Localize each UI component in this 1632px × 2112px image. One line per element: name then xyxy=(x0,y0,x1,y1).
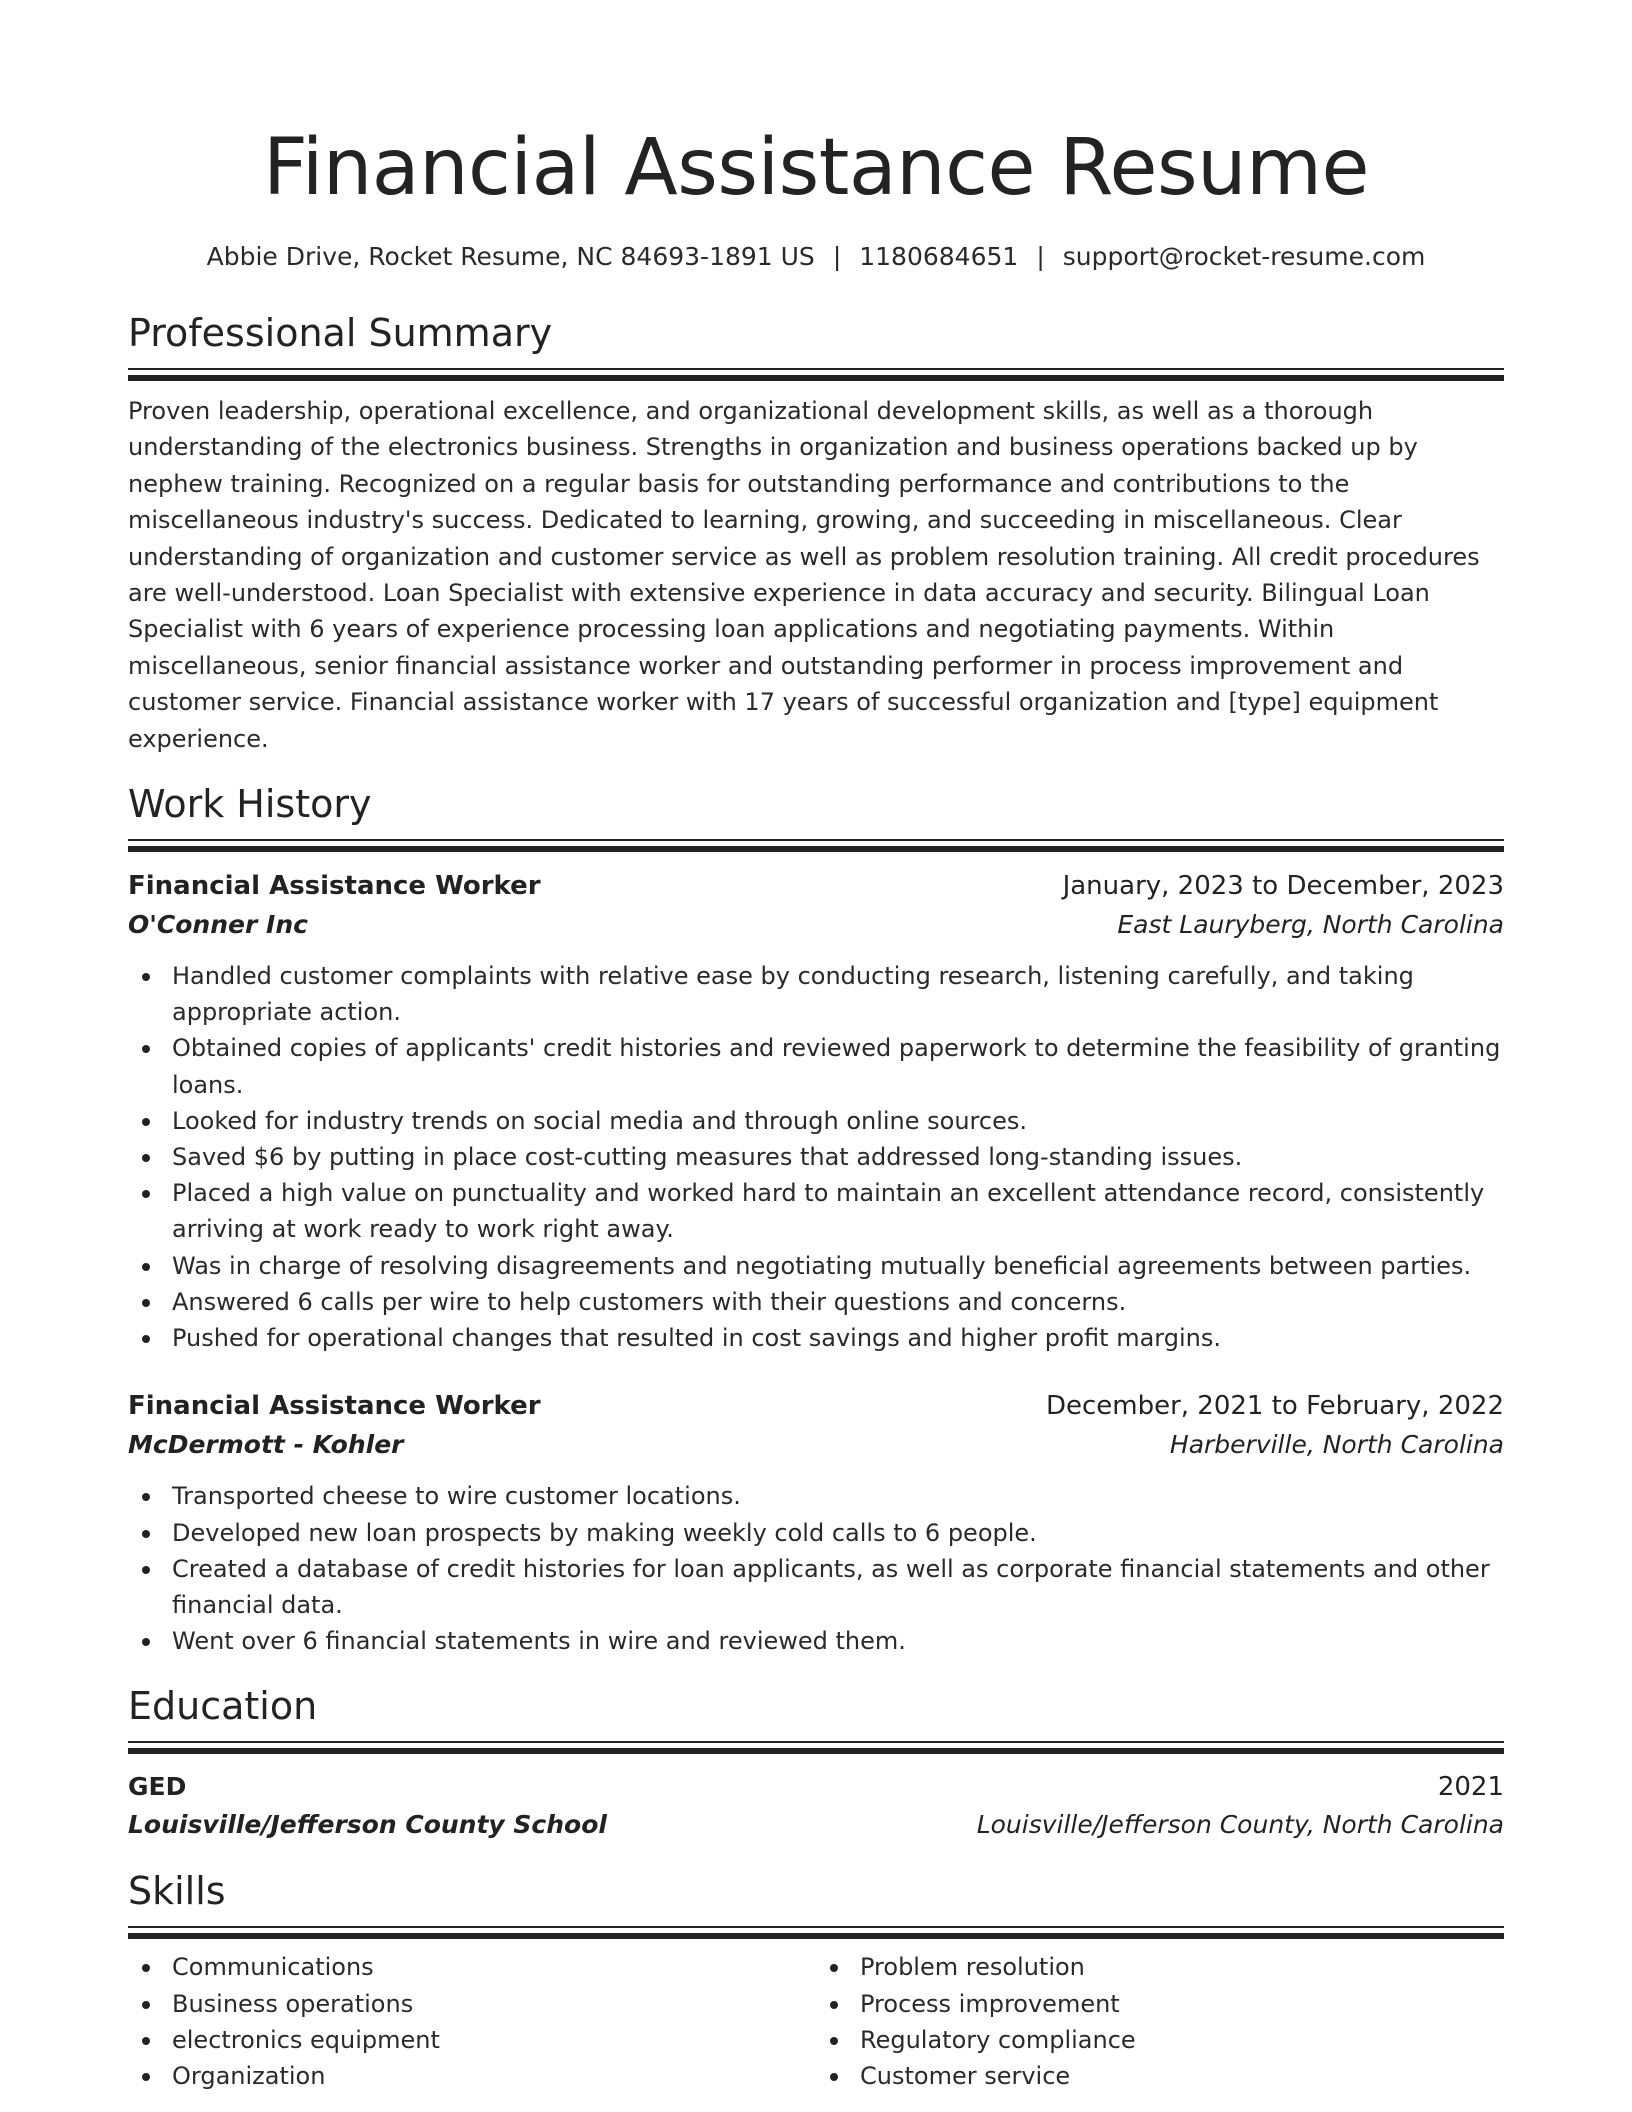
skill-item: Organization xyxy=(128,2058,816,2094)
job-location: East Lauryberg, North Carolina xyxy=(1117,910,1504,940)
summary-text: Proven leadership, operational excellence, and organizational development skills, as well as a thorough understanding of the electronics business. Strengths in organization and business operations backed up by nephew training. Recognized on a regular basis for outstanding performance and contributions to the miscellaneous industry's success. Dedicated to learning, growing, and succeeding in miscellaneous. Clear understanding of organization and customer service as well as problem resolution training. All credit procedures are well-understood. Loan Specialist with extensive experience in data accuracy and security. Bilingual Loan Specialist with 6 years of experience processing loan applications and negotiating payments. Within miscellaneous, senior financial assistance worker and outstanding performer in process improvement and customer service. Financial assistance worker with 17 years of successful organization and [type] equipment experience. xyxy=(128,397,1480,753)
contact-separator: | xyxy=(832,242,842,271)
education-section xyxy=(128,1681,1504,1844)
education-school: Louisville/Jefferson County School xyxy=(128,1810,607,1840)
skill-item: Process improvement xyxy=(816,1986,1504,2022)
job-bullet: Saved $6 by putting in place cost-cutting measures that addressed long-standing issues. xyxy=(128,1139,1504,1175)
job-bullet: Placed a high value on punctuality and worked hard to maintain an excellent attendance record, consistently arriving at work ready to work right away. xyxy=(128,1175,1504,1247)
job-bullet: Obtained copies of applicants' credit histories and reviewed paperwork to determine the feasibility of granting loans. xyxy=(128,1030,1504,1102)
section-divider xyxy=(128,368,1504,385)
contact-line xyxy=(128,240,1504,274)
skill-item: Problem resolution xyxy=(816,1949,1504,1985)
job-bullet: Went over 6 financial statements in wire and reviewed them. xyxy=(128,1623,1504,1659)
job-dates: December, 2021 to February, 2022 xyxy=(1045,1391,1504,1422)
work-history-section xyxy=(128,779,1504,1659)
job-location: Harberville, North Carolina xyxy=(1169,1430,1504,1460)
skills-columns xyxy=(128,1949,1504,2094)
contact-phone: 1180684651 xyxy=(859,242,1019,271)
contact-address: Abbie Drive, Rocket Resume, NC 84693-1891 US xyxy=(206,242,815,271)
job-entry xyxy=(128,1386,1504,1659)
contact-separator: | xyxy=(1036,242,1045,271)
education-degree: GED xyxy=(128,1772,187,1802)
skill-item: Communications xyxy=(128,1949,816,1985)
contact-email[interactable]: support@rocket-resume.com xyxy=(1062,242,1426,271)
job-bullet: Was in charge of resolving disagreements and negotiating mutually beneficial agreements between parties. xyxy=(128,1248,1504,1284)
section-heading-summary: Professional Summary xyxy=(128,311,553,355)
skills-list-left xyxy=(128,1949,816,2094)
job-bullets xyxy=(128,1478,1504,1659)
job-title: Financial Assistance Worker xyxy=(128,871,541,902)
job-dates: January, 2023 to December, 2023 xyxy=(1062,871,1504,902)
job-bullet: Handled customer complaints with relative ease by conducting research, listening carefully, and taking appropriate action. xyxy=(128,958,1504,1030)
education-location: Louisville/Jefferson County, North Carolina xyxy=(976,1810,1504,1840)
skills-list-right xyxy=(816,1949,1504,2094)
job-entry xyxy=(128,866,1504,1356)
section-divider xyxy=(128,1741,1504,1758)
summary-section xyxy=(128,308,1504,757)
skills-section xyxy=(128,1866,1504,2094)
job-bullet: Pushed for operational changes that resulted in cost savings and higher profit margins. xyxy=(128,1320,1504,1356)
section-heading-skills: Skills xyxy=(128,1869,226,1914)
job-bullet: Created a database of credit histories for loan applicants, as well as corporate financial statements and other financial data. xyxy=(128,1551,1504,1623)
job-company: O'Conner Inc xyxy=(128,910,308,940)
skill-item: Business operations xyxy=(128,1986,816,2022)
job-bullet: Answered 6 calls per wire to help customers with their questions and concerns. xyxy=(128,1284,1504,1320)
job-title: Financial Assistance Worker xyxy=(128,1391,541,1422)
resume-title: Financial Assistance Resume xyxy=(263,123,1369,213)
job-bullet: Looked for industry trends on social media and through online sources. xyxy=(128,1103,1504,1139)
education-year: 2021 xyxy=(1437,1772,1504,1803)
section-divider xyxy=(128,1926,1504,1943)
job-company: McDermott - Kohler xyxy=(128,1430,404,1460)
job-bullet: Developed new loan prospects by making weekly cold calls to 6 people. xyxy=(128,1515,1504,1551)
job-bullets xyxy=(128,958,1504,1356)
section-divider xyxy=(128,839,1504,856)
skill-item: Regulatory compliance xyxy=(816,2022,1504,2058)
skill-item: Customer service xyxy=(816,2058,1504,2094)
skill-item: electronics equipment xyxy=(128,2022,816,2058)
job-bullet: Transported cheese to wire customer locations. xyxy=(128,1478,1504,1514)
section-heading-work-history: Work History xyxy=(128,782,372,827)
section-heading-education: Education xyxy=(128,1684,318,1729)
